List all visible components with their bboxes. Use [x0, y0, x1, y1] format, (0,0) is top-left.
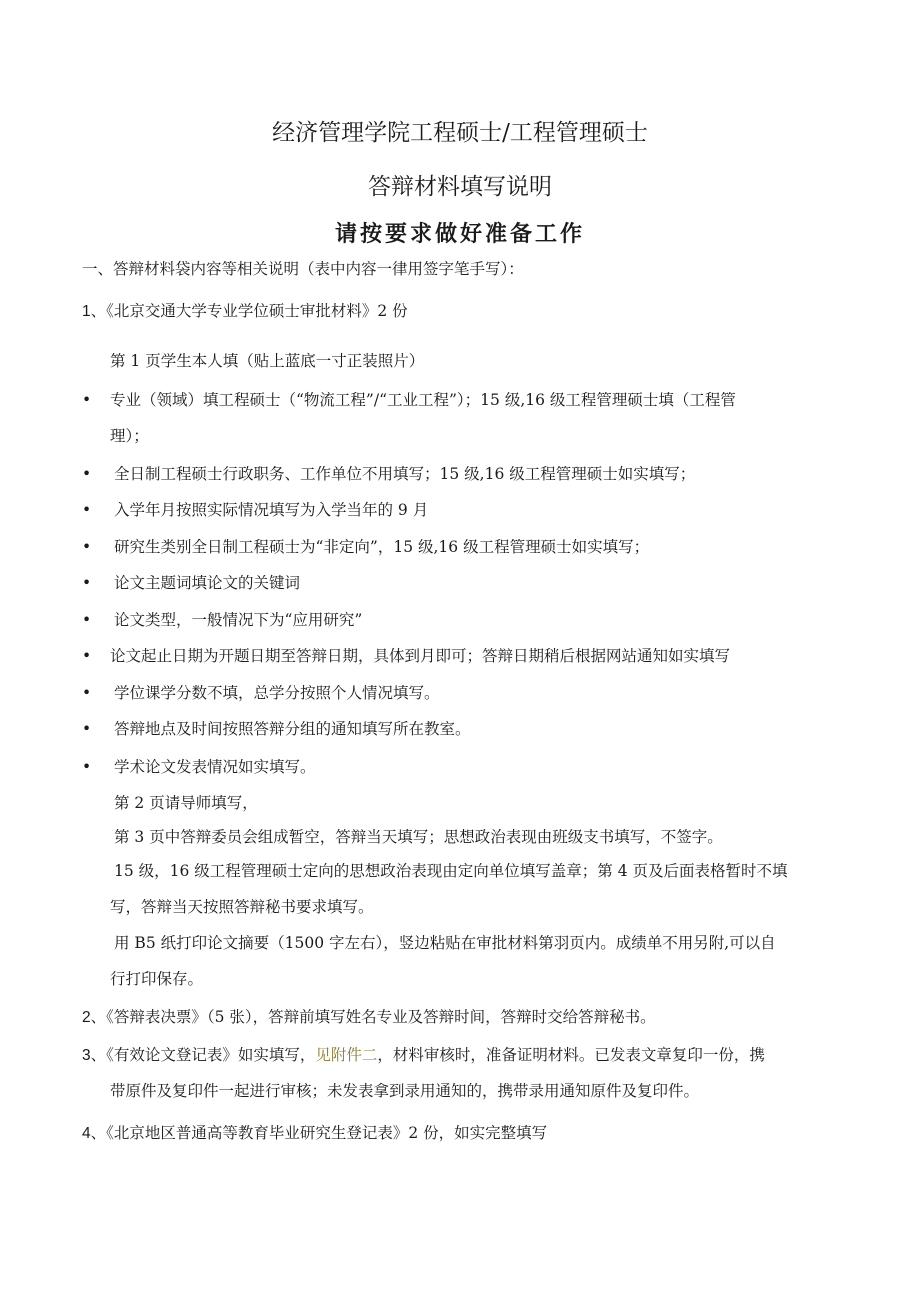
document-subtitle: 答辩材料填写说明 [368, 174, 552, 200]
bullet-item-dates: 论文起止日期为开题日期至答辩日期，具体到月即可；答辩日期稍后根据网站通知如实填写 [110, 647, 731, 665]
item1-page1-note: 第 1 页学生本人填（贴上蓝底一寸正装照片） [110, 352, 425, 370]
item1-text: 《北京交通大学专业学位硕士审批材料》2 份 [106, 302, 408, 320]
bullet-icon: • [82, 720, 92, 738]
bullet-icon: • [82, 391, 92, 409]
document-title: 经济管理学院工程硕士/工程管理硕士 [272, 120, 648, 146]
item1-abstract-note-line2: 行打印保存。 [110, 970, 204, 988]
item2-text: 《答辩表决票》（5 张），答辩前填写姓名专业及答辩时间，答辩时交给答辩秘书。 [106, 1008, 656, 1026]
item1-abstract-note-line1: 用 B5 纸打印论文摘要（1500 字左右），竖边粘贴在审批材料第羽页内。成绩单不用另附,可以自 [114, 934, 776, 952]
item4-line [82, 1123, 547, 1144]
bullet-icon: • [82, 684, 92, 702]
item3-text-before: 《有效论文登记表》如实填写， [106, 1046, 316, 1064]
item3-text-after: ，材料审核时，准备证明材料。已发表文章复印一份，携 [377, 1046, 765, 1064]
bullet-icon: • [82, 611, 92, 629]
document-heading: 请按要求做好准备工作 [334, 221, 585, 247]
item1-page2-note: 第 2 页请导师填写， [114, 794, 258, 812]
item2-line [82, 1007, 656, 1028]
bullet-item-publications: 学术论文发表情况如实填写。 [114, 758, 316, 776]
bullet-icon: • [82, 758, 92, 776]
bullet-icon: • [82, 465, 92, 483]
bullet-item-position: 全日制工程硕士行政职务、工作单位不用填写；15 级,16 级工程管理硕士如实填写； [114, 465, 696, 483]
item3-line2: 带原件及复印件一起进行审核；未发表拿到录用通知的，携带录用通知原件及复印件。 [110, 1082, 700, 1100]
section-heading: 一、答辩材料袋内容等相关说明（表中内容一律用签字笔手写）： [82, 260, 524, 278]
bullet-item-major-cont: 理）； [110, 427, 149, 445]
item1-line [82, 301, 408, 322]
item4-text: 《北京地区普通高等教育毕业研究生登记表》2 份，如实完整填写 [106, 1124, 548, 1142]
bullet-icon: • [82, 647, 92, 665]
attachment-link[interactable]: 见附件二 [315, 1046, 378, 1064]
item1-number: 1、 [82, 303, 107, 320]
item2-number: 2、 [82, 1009, 107, 1026]
item4-number: 4、 [82, 1125, 107, 1142]
item3-number: 3、 [82, 1047, 107, 1064]
bullet-icon: • [82, 501, 92, 519]
bullet-item-keywords: 论文主题词填论文的关键词 [114, 574, 301, 592]
bullet-item-major: 专业（领域）填工程硕士（“物流工程”/“工业工程”）；15 级,16 级工程管理硕士填（工程管 [110, 391, 736, 409]
item1-grade-note-line2: 写，答辩当天按照答辩秘书要求填写。 [110, 898, 374, 916]
bullet-item-location: 答辩地点及时间按照答辩分组的通知填写所在教室。 [114, 720, 471, 738]
bullet-icon: • [82, 574, 92, 592]
bullet-item-category: 研究生类别全日制工程硕士为“非定向”，15 级,16 级工程管理硕士如实填写； [114, 538, 650, 556]
item3-line [82, 1045, 765, 1066]
bullet-item-enroll: 入学年月按照实际情况填写为入学当年的 9 月 [114, 501, 429, 519]
bullet-item-credits: 学位课学分数不填，总学分按照个人情况填写。 [114, 684, 440, 702]
item1-page3-note: 第 3 页中答辩委员会组成暂空，答辩当天填写；思想政治表现由班级支书填写，不签字。 [114, 828, 723, 846]
item1-grade-note-line1: 15 级，16 级工程管理硕士定向的思想政治表现由定向单位填写盖章；第 4 页及后面表格暂时不填 [114, 862, 788, 880]
bullet-item-type: 论文类型，一般情况下为“应用研究” [114, 611, 363, 629]
bullet-icon: • [82, 538, 92, 556]
